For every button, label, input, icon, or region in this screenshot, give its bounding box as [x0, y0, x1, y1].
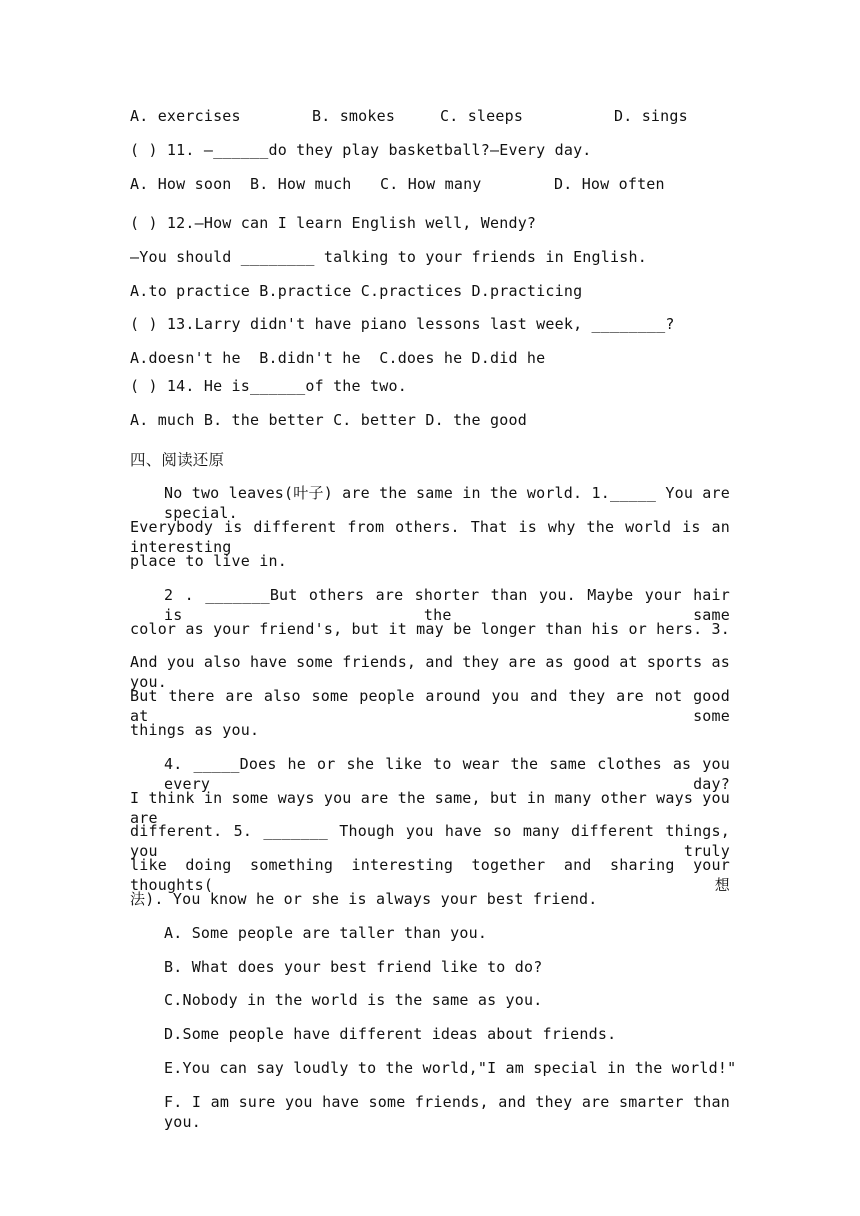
paragraph-3-line-2: I think in some ways you are the same, but in many other ways you are — [130, 789, 730, 827]
paragraph-3-line-4: like doing something interesting together and sharing your thoughts(想 — [130, 856, 730, 894]
paragraph-2-line-2: color as your friend's, but it may be longer than his or hers. 3. — [130, 620, 730, 638]
paragraph-3-line-5: 法). You know he or she is always your best friend. — [130, 890, 598, 908]
paragraph-1-line-1: No two leaves(叶子) are the same in the world. 1._____ You are special. — [164, 484, 730, 522]
q14-stem: ( ) 14. He is______of the two. — [130, 377, 407, 395]
q10-option-c: C. sleeps — [440, 107, 524, 125]
paragraph-2-line-1: 2 . _______But others are shorter than you. Maybe your hair is the same — [164, 586, 730, 624]
choice-c: C.Nobody in the world is the same as you. — [164, 991, 543, 1009]
q14-options: A. much B. the better C. better D. the good — [130, 411, 527, 429]
q12-stem: ( ) 12.—How can I learn English well, Wendy? — [130, 214, 537, 232]
q12-stem-2: —You should ________ talking to your friends in English. — [130, 248, 647, 266]
q10-option-d: D. sings — [614, 107, 688, 125]
paragraph-3-line-3: different. 5. _______ Though you have so many different things, you truly — [130, 822, 730, 860]
q13-stem: ( ) 13.Larry didn't have piano lessons last week, ________? — [130, 315, 675, 333]
q13-options: A.doesn't he B.didn't he C.does he D.did he — [130, 349, 546, 367]
paragraph-1-line-3: place to live in. — [130, 552, 287, 570]
choice-e: E.You can say loudly to the world,"I am special in the world!" — [164, 1059, 737, 1077]
q12-options: A.to practice B.practice C.practices D.practicing — [130, 282, 583, 300]
choice-d: D.Some people have different ideas about friends. — [164, 1025, 617, 1043]
q11-option-c: C. How many — [380, 175, 482, 193]
q10-option-b: B. smokes — [312, 107, 396, 125]
q11-option-b: B. How much — [250, 175, 352, 193]
choice-b: B. What does your best friend like to do? — [164, 958, 543, 976]
paragraph-3-line-1: 4. _____Does he or she like to wear the same clothes as you every day? — [164, 755, 730, 793]
q11-stem: ( ) 11. —______do they play basketball?—Every day. — [130, 141, 592, 159]
paragraph-2-line-3: And you also have some friends, and they are as good at sports as you. — [130, 653, 730, 691]
q11-option-d: D. How often — [554, 175, 665, 193]
paragraph-2-line-5: things as you. — [130, 721, 260, 739]
paragraph-2-line-4: But there are also some people around you and they are not good at some — [130, 687, 730, 725]
paragraph-1-line-2: Everybody is different from others. That is why the world is an interesting — [130, 518, 730, 556]
q10-option-a: A. exercises — [130, 107, 241, 125]
section-heading: 四、阅读还原 — [130, 451, 225, 469]
choice-a: A. Some people are taller than you. — [164, 924, 488, 942]
choice-f: F. I am sure you have some friends, and they are smarter than you. — [164, 1093, 730, 1131]
q11-option-a: A. How soon — [130, 175, 232, 193]
